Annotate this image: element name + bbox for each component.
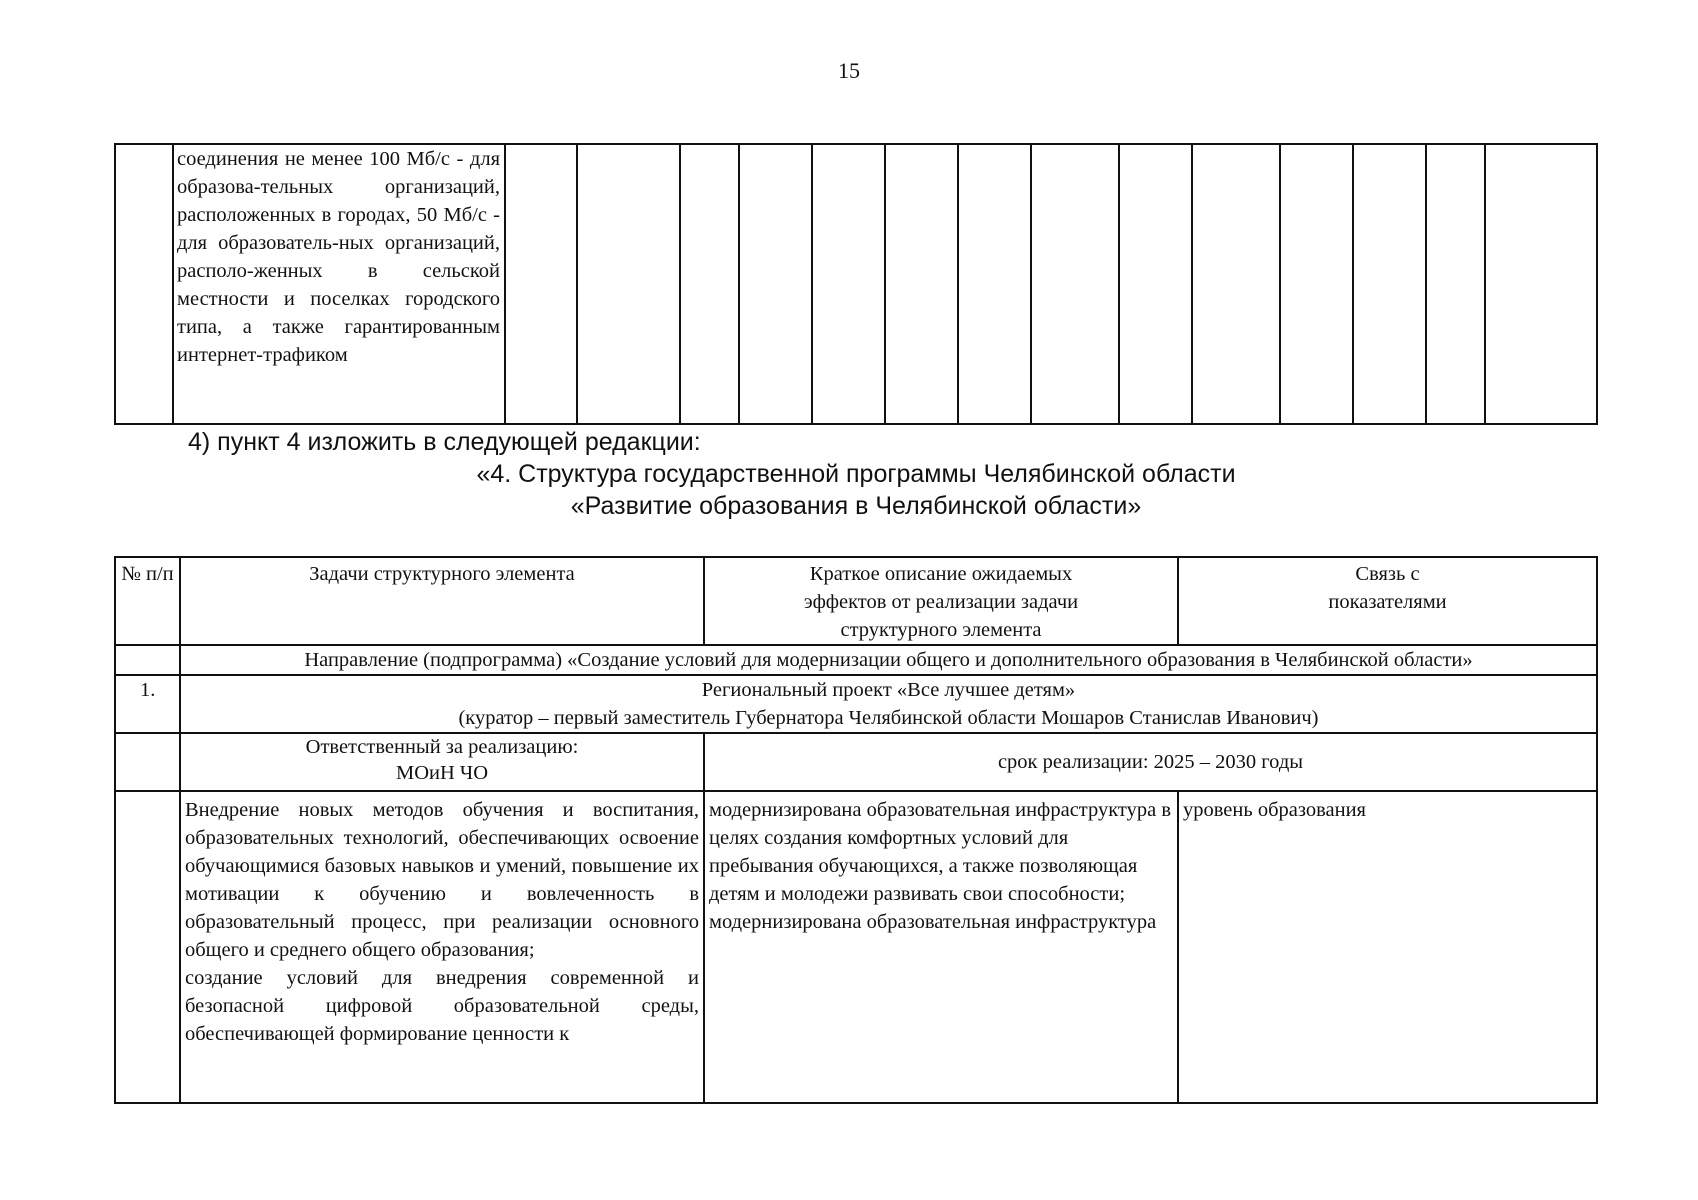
- responsible-value: МОиН ЧО: [395, 762, 489, 784]
- cell-empty: [958, 144, 1031, 424]
- link-cell: [1178, 791, 1597, 1103]
- cell-empty: [1426, 144, 1485, 424]
- cell-empty: [115, 791, 180, 1103]
- header-effects: Краткое описание ожидаемых эффектов от реализации задачи структурного элемента: [704, 557, 1178, 645]
- header-num: № п/п: [115, 557, 180, 645]
- project-title: Региональный проект «Все лучшее детям»: [701, 679, 1076, 701]
- header-tasks: Задачи структурного элемента: [180, 557, 704, 645]
- effects-text: модернизирована образовательная инфраструктура в целях создания комфортных условий для пребывания обучающихся, а также позволяющая детям и молодежи развивать свои способности; модернизирована образовательная инфраструктура: [709, 799, 1172, 933]
- section-heading-line2: «Развитие образования в Челябинской области»: [570, 492, 1142, 520]
- cell-empty: [812, 144, 885, 424]
- header-link: Связь с показателями: [1178, 557, 1597, 645]
- cell-empty: [1280, 144, 1353, 424]
- table-row: [115, 791, 1597, 1103]
- cell-empty: [1192, 144, 1280, 424]
- responsible-label: Ответственный за реализацию:: [305, 736, 579, 758]
- cell-empty: [885, 144, 958, 424]
- responsible-row: [115, 733, 1597, 791]
- continuation-text: соединения не менее 100 Мб/с - для образова-тельных организаций, расположенных в городах, 50 Мб/с - для образователь-ных организаций, располо-женных в сельской местности и поселках городского типа, а также гарантированным интернет-трафиком: [177, 148, 500, 366]
- cell-empty: [680, 144, 739, 424]
- cell-empty: [505, 144, 577, 424]
- cell-empty: [115, 733, 180, 791]
- cell-empty: [115, 144, 173, 424]
- tasks-text-2: создание условий для внедрения современной и безопасной цифровой образовательной среды, обеспечивающей формирование ценности к: [185, 967, 699, 1045]
- section-heading-line1: «4. Структура государственной программы Челябинской области: [476, 460, 1236, 488]
- cell-empty: [1119, 144, 1192, 424]
- tasks-text-1: Внедрение новых методов обучения и воспитания, образовательных технологий, обеспечивающих освоение обучающимися базовых навыков и умений, повышение их мотивации к обучению и вовлеченность в образовательный процесс, при реализации основного общего и среднего общего образования;: [185, 799, 699, 961]
- cell-empty: [577, 144, 680, 424]
- project-cell: [180, 675, 1597, 733]
- table-header-row: [115, 557, 1597, 645]
- cell-empty: [1485, 144, 1597, 424]
- page-number: 15: [838, 58, 860, 83]
- continuation-cell: [173, 144, 505, 424]
- tasks-cell: [180, 791, 704, 1103]
- project-curator: (куратор – первый заместитель Губернатора Челябинской области Мошаров Станислав Иванович): [458, 707, 1319, 729]
- project-row: [115, 675, 1597, 733]
- instruction-text: 4) пункт 4 изложить в следующей редакции:: [188, 428, 701, 456]
- direction-row: [115, 645, 1597, 675]
- term-cell: [704, 733, 1597, 791]
- cell-empty: [1031, 144, 1119, 424]
- project-num: 1.: [115, 675, 180, 733]
- direction-text: Направление (подпрограмма) «Создание условий для модернизации общего и дополнительного образования в Челябинской области»: [180, 645, 1597, 675]
- cell-empty: [739, 144, 812, 424]
- structure-table: [114, 556, 1598, 1104]
- cell-empty: [115, 645, 180, 675]
- effects-cell: [704, 791, 1178, 1103]
- term-text: срок реализации: 2025 – 2030 годы: [997, 751, 1304, 773]
- link-text: уровень образования: [1183, 799, 1366, 821]
- responsible-cell: [180, 733, 704, 791]
- continuation-table: [114, 143, 1598, 425]
- cell-empty: [1353, 144, 1426, 424]
